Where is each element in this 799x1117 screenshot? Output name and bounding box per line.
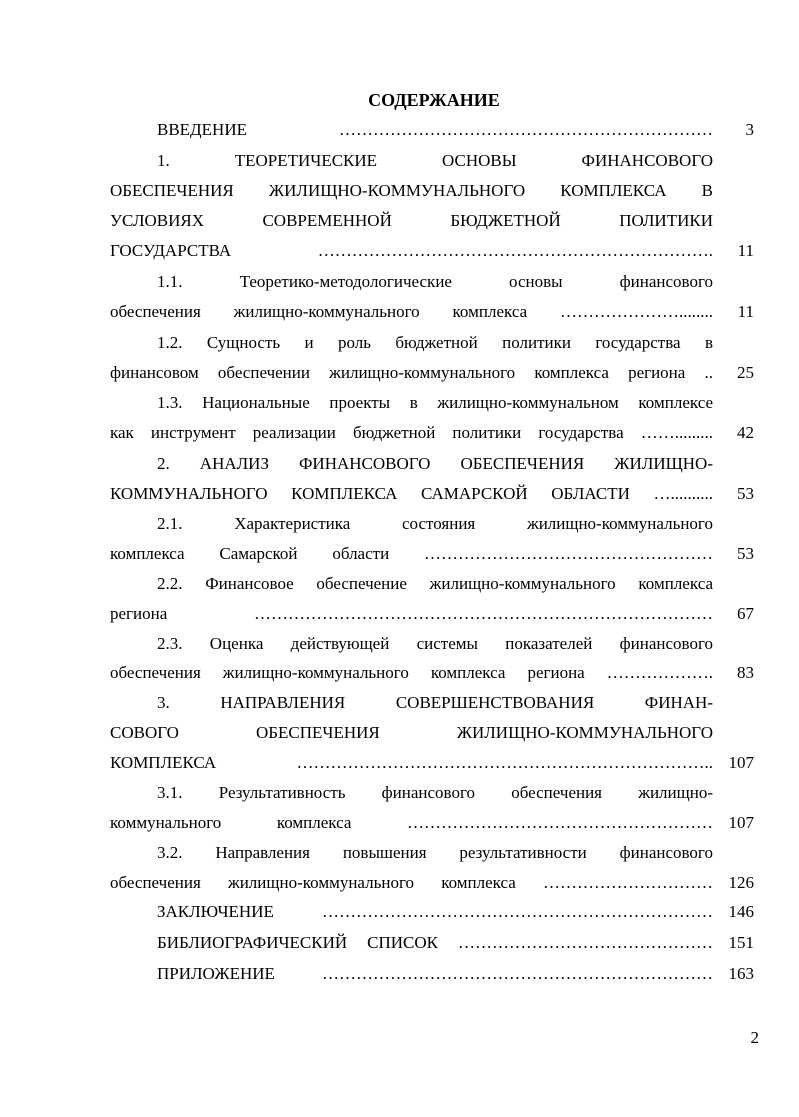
toc-line <box>110 270 754 294</box>
toc-line-page: 11 <box>737 302 754 321</box>
toc-line <box>110 931 754 955</box>
toc-line-text: СОВОГО ОБЕСПЕЧЕНИЯ ЖИЛИЩНО-КОММУНАЛЬНОГО <box>110 723 713 742</box>
toc-line-text: финансовом обеспечении жилищно-коммунального комплекса региона .. <box>110 363 713 382</box>
toc-line <box>110 661 754 685</box>
toc-line-text: 1.1. Теоретико-методологические основы финансового <box>157 272 713 291</box>
toc-line-page: 53 <box>737 544 754 563</box>
page-number: 2 <box>750 1028 759 1047</box>
toc-line-text: комплекса Самарской области …………………………………………… <box>110 544 713 563</box>
toc-line-text: региона ……………………………………………………………………… <box>110 604 713 623</box>
toc-line-text: ГОСУДАРСТВА ……………………………………………………………. <box>110 241 713 260</box>
toc-line-page: 163 <box>728 964 754 983</box>
toc-line <box>110 751 754 775</box>
toc-line-text: КОММУНАЛЬНОГО КОМПЛЕКСА САМАРСКОЙ ОБЛАСТИ ….......... <box>110 484 713 503</box>
toc-line <box>110 841 754 865</box>
toc-line-text: ВВЕДЕНИЕ ………………………………………………………… <box>157 120 713 139</box>
toc-line-page: 25 <box>737 363 754 382</box>
toc-line-text: УСЛОВИЯХ СОВРЕМЕННОЙ БЮДЖЕТНОЙ ПОЛИТИКИ <box>110 211 713 230</box>
toc-line-text: как инструмент реализации бюджетной политики государства ……......... <box>110 423 713 442</box>
toc-line-text: 2.3. Оценка действующей системы показателей финансового <box>157 634 713 653</box>
toc-line-text: ОБЕСПЕЧЕНИЯ ЖИЛИЩНО-КОММУНАЛЬНОГО КОМПЛЕКСА В <box>110 181 713 200</box>
toc-line-text: 1. ТЕОРЕТИЧЕСКИЕ ОСНОВЫ ФИНАНСОВОГО <box>157 151 713 170</box>
toc-line-page: 151 <box>728 933 754 952</box>
toc-line-text: КОМПЛЕКСА ……………………………………………………………….. <box>110 753 713 772</box>
toc-line-text: 1.2. Сущность и роль бюджетной политики государства в <box>157 333 713 352</box>
toc-line-page: 53 <box>737 484 754 503</box>
toc-line-text: 2.2. Финансовое обеспечение жилищно-коммунального комплекса <box>157 574 713 593</box>
toc-line <box>110 239 754 263</box>
toc-line-page: 107 <box>728 813 754 832</box>
toc-line-text: ЗАКЛЮЧЕНИЕ …………………………………………………………… <box>157 902 713 921</box>
toc-line-page: 42 <box>737 423 754 442</box>
toc-line <box>110 300 754 324</box>
toc-line <box>110 542 754 566</box>
toc-line-page: 146 <box>728 902 754 921</box>
toc-line-text: 1.3. Национальные проекты в жилищно-коммунальном комплексе <box>157 393 713 412</box>
toc-line <box>110 361 754 385</box>
toc-line <box>110 179 754 203</box>
toc-line-text: БИБЛИОГРАФИЧЕСКИЙ СПИСОК ……………………………………… <box>157 933 713 952</box>
toc-line-text: обеспечения жилищно-коммунального комплекса …………………........ <box>110 302 713 321</box>
toc-line <box>110 962 754 986</box>
toc-line-text: ПРИЛОЖЕНИЕ …………………………………………………………… <box>157 964 713 983</box>
toc-line <box>110 391 754 415</box>
toc-line <box>110 209 754 233</box>
toc-line-text: обеспечения жилищно-коммунального комплекса ………………………… <box>110 873 713 892</box>
toc-line <box>110 871 754 895</box>
toc-line <box>110 331 754 355</box>
toc-line-page: 126 <box>728 873 754 892</box>
toc-line <box>110 900 754 924</box>
toc-line-text: 2. АНАЛИЗ ФИНАНСОВОГО ОБЕСПЕЧЕНИЯ ЖИЛИЩНО- <box>157 454 713 473</box>
toc-line-page: 11 <box>737 241 754 260</box>
toc-line-text: коммунального комплекса ……………………………………………… <box>110 813 713 832</box>
toc-line <box>110 421 754 445</box>
toc-line <box>110 118 754 142</box>
toc-line-text: 3.1. Результативность финансового обеспечения жилищно- <box>157 783 713 802</box>
toc-line <box>110 452 754 476</box>
toc-line <box>110 632 754 656</box>
toc-line-text: 3.2. Направления повышения результативности финансового <box>157 843 713 862</box>
toc-line-text: 2.1. Характеристика состояния жилищно-коммунального <box>157 514 713 533</box>
toc-line <box>110 482 754 506</box>
toc-line <box>110 602 754 626</box>
toc-line-page: 107 <box>728 753 754 772</box>
toc-line-page: 67 <box>737 604 754 623</box>
toc-line <box>110 512 754 536</box>
toc-line <box>110 149 754 173</box>
toc-line-text: обеспечения жилищно-коммунального комплекса региона ………………. <box>110 663 713 682</box>
toc-line <box>110 811 754 835</box>
toc-line <box>110 721 754 745</box>
toc-line <box>110 691 754 715</box>
toc-line-page: 83 <box>737 663 754 682</box>
toc-line <box>110 572 754 596</box>
toc-line-page: 3 <box>745 120 754 139</box>
page-title: СОДЕРЖАНИЕ <box>368 90 500 110</box>
toc-line <box>110 781 754 805</box>
toc-line-text: 3. НАПРАВЛЕНИЯ СОВЕРШЕНСТВОВАНИЯ ФИНАН- <box>157 693 713 712</box>
